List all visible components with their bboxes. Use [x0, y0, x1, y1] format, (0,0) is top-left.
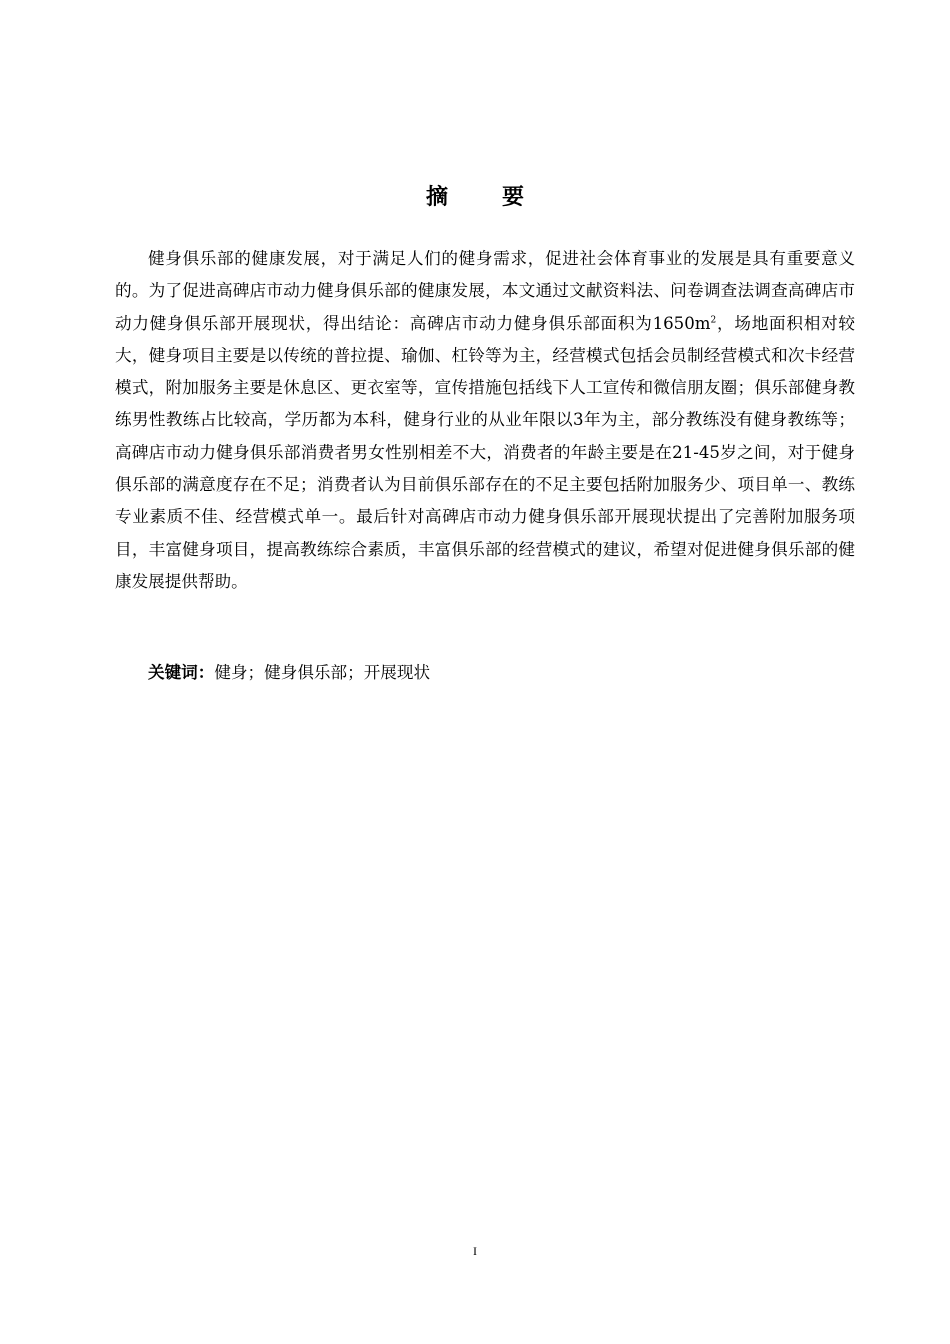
abstract-heading-char-2: 要 [502, 185, 525, 210]
abstract-heading [0, 180, 950, 211]
abstract-heading-char-1: 摘 [425, 185, 448, 210]
keywords-label: 关键词： [148, 663, 215, 682]
abstract-text-part-2: ，场地面积相对较大，健身项目主要是以传统的普拉提、瑜伽、杠铃等为主，经营模式包括会员制经营模式和次卡经营模式，附加服务主要是休息区、更衣室等，宣传措施包括线下人工宣传和微信朋友圈；俱乐部健身教练男性教练占比较高，学历都为本科，健身行业的从业年限以3年为主，部分教练没有健身教练等；高碑店市动力健身俱乐部消费者男女性别相差不大，消费者的年龄主要是在21-45岁之间，对于健身俱乐部的满意度存在不足；消费者认为目前俱乐部存在的不足主要包括附加服务少、项目单一、教练专业素质不佳、经营模式单一。最后针对高碑店市动力健身俱乐部开展现状提出了完善附加服务项目，丰富健身项目，提高教练综合素质，丰富俱乐部的经营模式的建议，希望对促进健身俱乐部的健康发展提供帮助。 [115, 313, 856, 591]
keywords-line [148, 660, 430, 686]
abstract-text-part-1: 健身俱乐部的健康发展，对于满足人们的健身需求，促进社会体育事业的发展是具有重要意义的。为了促进高碑店市动力健身俱乐部的健康发展，本文通过文献资料法、问卷调查法调查高碑店市动力健身俱乐部开展现状，得出结论：高碑店市动力健身俱乐部面积为1650m [115, 249, 855, 333]
abstract-body [115, 243, 855, 598]
area-superscript: 2 [710, 315, 717, 326]
page-number: I [473, 1244, 477, 1258]
keywords-value: 健身；健身俱乐部；开展现状 [214, 663, 431, 682]
